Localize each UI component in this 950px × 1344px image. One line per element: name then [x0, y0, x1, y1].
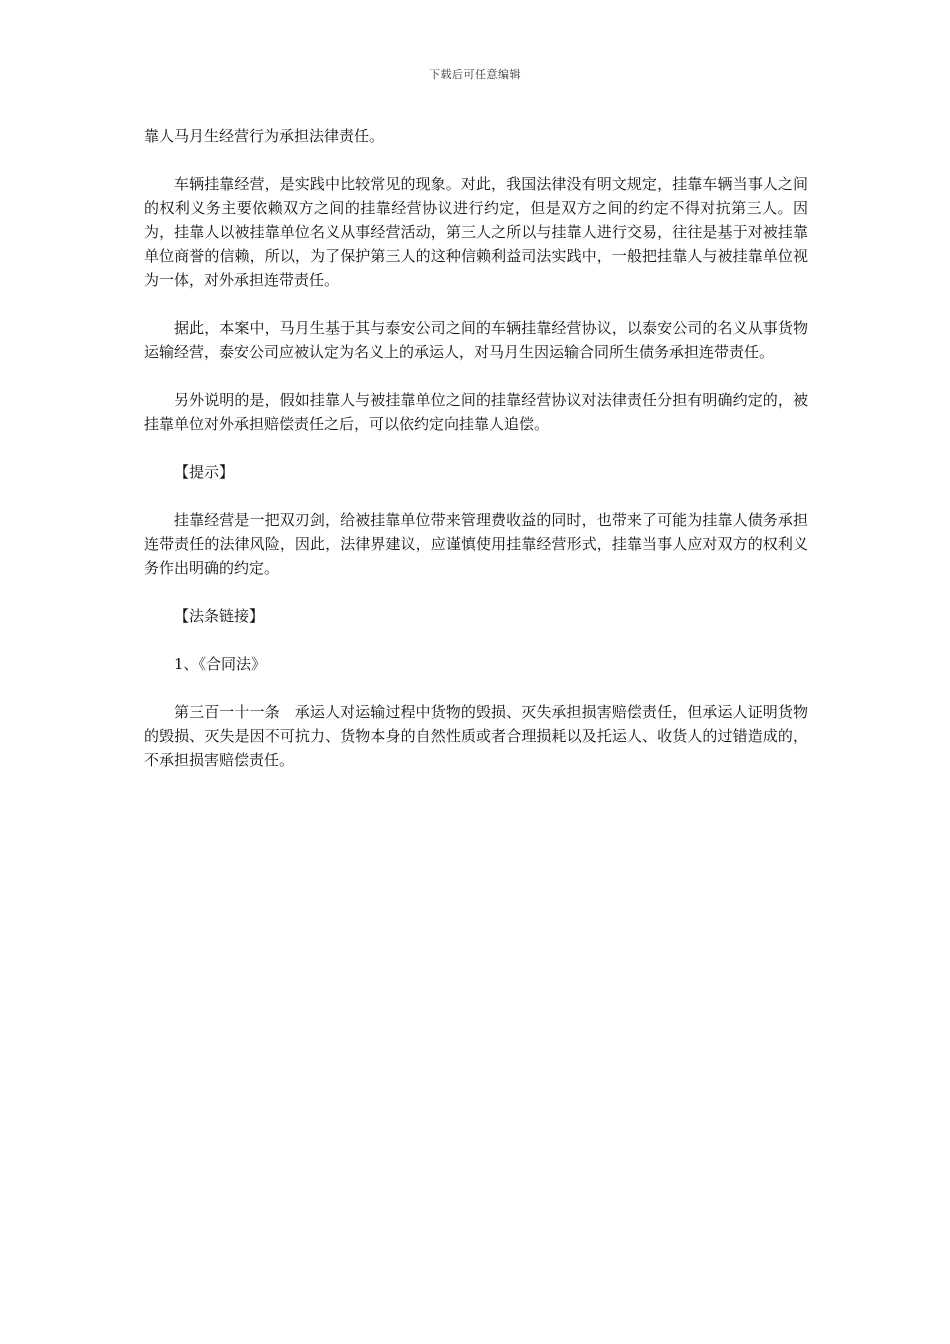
paragraph-case-analysis: 据此，本案中，马月生基于其与泰安公司之间的车辆挂靠经营协议，以泰安公司的名义从事货物运输经营，泰安公司应被认定为名义上的承运人，对马月生因运输合同所生债务承担连带责任。 [144, 319, 808, 361]
paragraph-additional-note: 另外说明的是，假如挂靠人与被挂靠单位之间的挂靠经营协议对法律责任分担有明确约定的，被挂靠单位对外承担赔偿责任之后，可以依约定向挂靠人追偿。 [144, 391, 808, 433]
law-article-311: 第三百一十一条 承运人对运输过程中货物的毁损、灭失承担损害赔偿责任，但承运人证明货物的毁损、灭失是因不可抗力、货物本身的自然性质或者合理损耗以及托运人、收货人的过错造成的，不承担损害赔偿责任。 [144, 703, 808, 769]
section-heading-tip: 【提示】 [174, 463, 235, 481]
paragraph-tip: 挂靠经营是一把双刃剑，给被挂靠单位带来管理费收益的同时，也带来了可能为挂靠人债务承担连带责任的法律风险，因此，法律界建议，应谨慎使用挂靠经营形式，挂靠当事人应对双方的权利义务作出明确的约定。 [144, 511, 808, 577]
paragraph-continuation: 靠人马月生经营行为承担法律责任。 [144, 127, 385, 145]
document-body [144, 124, 808, 796]
paragraph-vehicle-affiliation: 车辆挂靠经营，是实践中比较常见的现象。对此，我国法律没有明文规定，挂靠车辆当事人之间的权利义务主要依赖双方之间的挂靠经营协议进行约定，但是双方之间的约定不得对抗第三人。因为，挂靠人以被挂靠单位名义从事经营活动，第三人之所以与挂靠人进行交易，往往是基于对被挂靠单位商誉的信赖，所以，为了保护第三人的这种信赖利益司法实践中，一般把挂靠人与被挂靠单位视为一体，对外承担连带责任。 [144, 175, 808, 289]
law-reference-title: 1、《合同法》 [174, 655, 267, 673]
section-heading-law-links: 【法条链接】 [174, 607, 265, 625]
page-header: 下载后可任意编辑 [429, 68, 521, 81]
